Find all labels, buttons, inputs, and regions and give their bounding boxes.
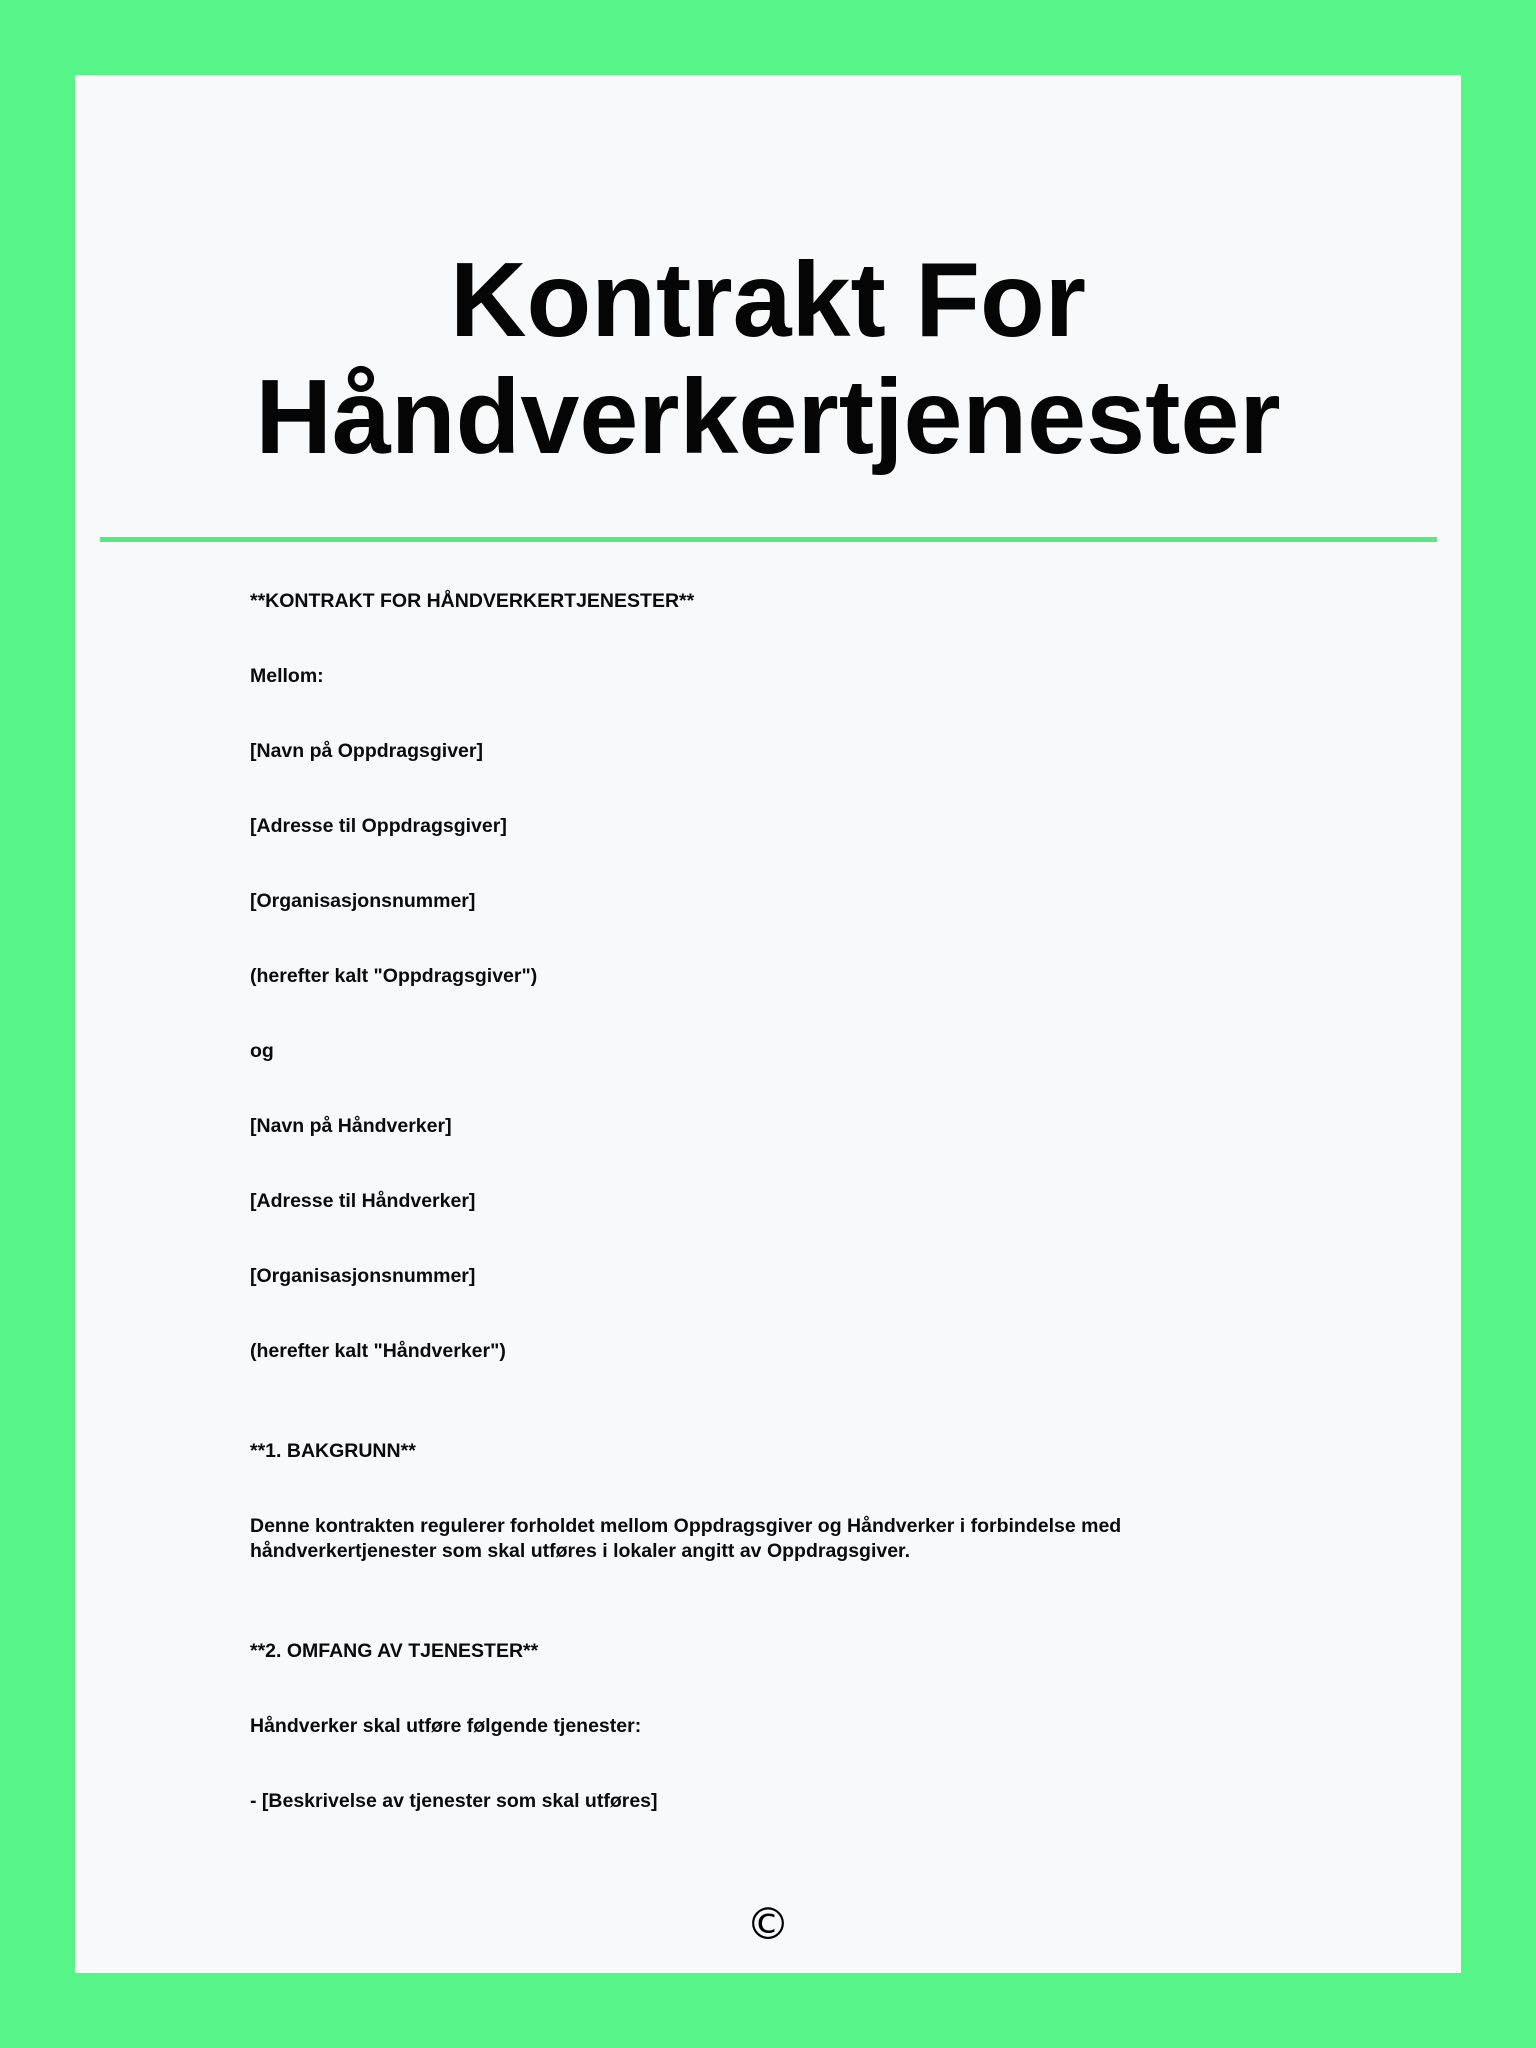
section-1-heading: **1. BAKGRUNN**: [250, 1440, 416, 1462]
client-name: [Navn på Oppdragsgiver]: [250, 740, 483, 762]
contract-heading: **KONTRAKT FOR HÅNDVERKERTJENESTER**: [250, 590, 695, 612]
client-org-number: [Organisasjonsnummer]: [250, 890, 476, 912]
client-alias: (herefter kalt "Oppdragsgiver"): [250, 965, 538, 987]
client-address: [Adresse til Oppdragsgiver]: [250, 815, 507, 837]
copyright-symbol: ©: [746, 1899, 790, 1950]
and-label: og: [250, 1040, 274, 1062]
section-2-intro: Håndverker skal utføre følgende tjenester:: [250, 1715, 642, 1737]
section-2-item: - [Beskrivelse av tjenester som skal utføres]: [250, 1790, 658, 1812]
document-title: [75, 242, 1461, 476]
title-line-1: Kontrakt For: [450, 241, 1086, 359]
between-label: Mellom:: [250, 665, 324, 687]
section-1-text: Denne kontrakten regulerer forholdet mellom Oppdragsgiver og Håndverker i forbindelse med håndverkertjenester som skal utføres i lokaler angitt av Oppdragsgiver.: [250, 1515, 1122, 1562]
craftsman-org-number: [Organisasjonsnummer]: [250, 1265, 476, 1287]
title-line-2: Håndverkertjenester: [255, 358, 1281, 476]
craftsman-address: [Adresse til Håndverker]: [250, 1190, 476, 1212]
document-page: [75, 75, 1461, 1973]
section-2-heading: **2. OMFANG AV TJENESTER**: [250, 1640, 539, 1662]
title-divider: [100, 537, 1437, 542]
craftsman-name: [Navn på Håndverker]: [250, 1115, 452, 1137]
craftsman-alias: (herefter kalt "Håndverker"): [250, 1340, 506, 1362]
